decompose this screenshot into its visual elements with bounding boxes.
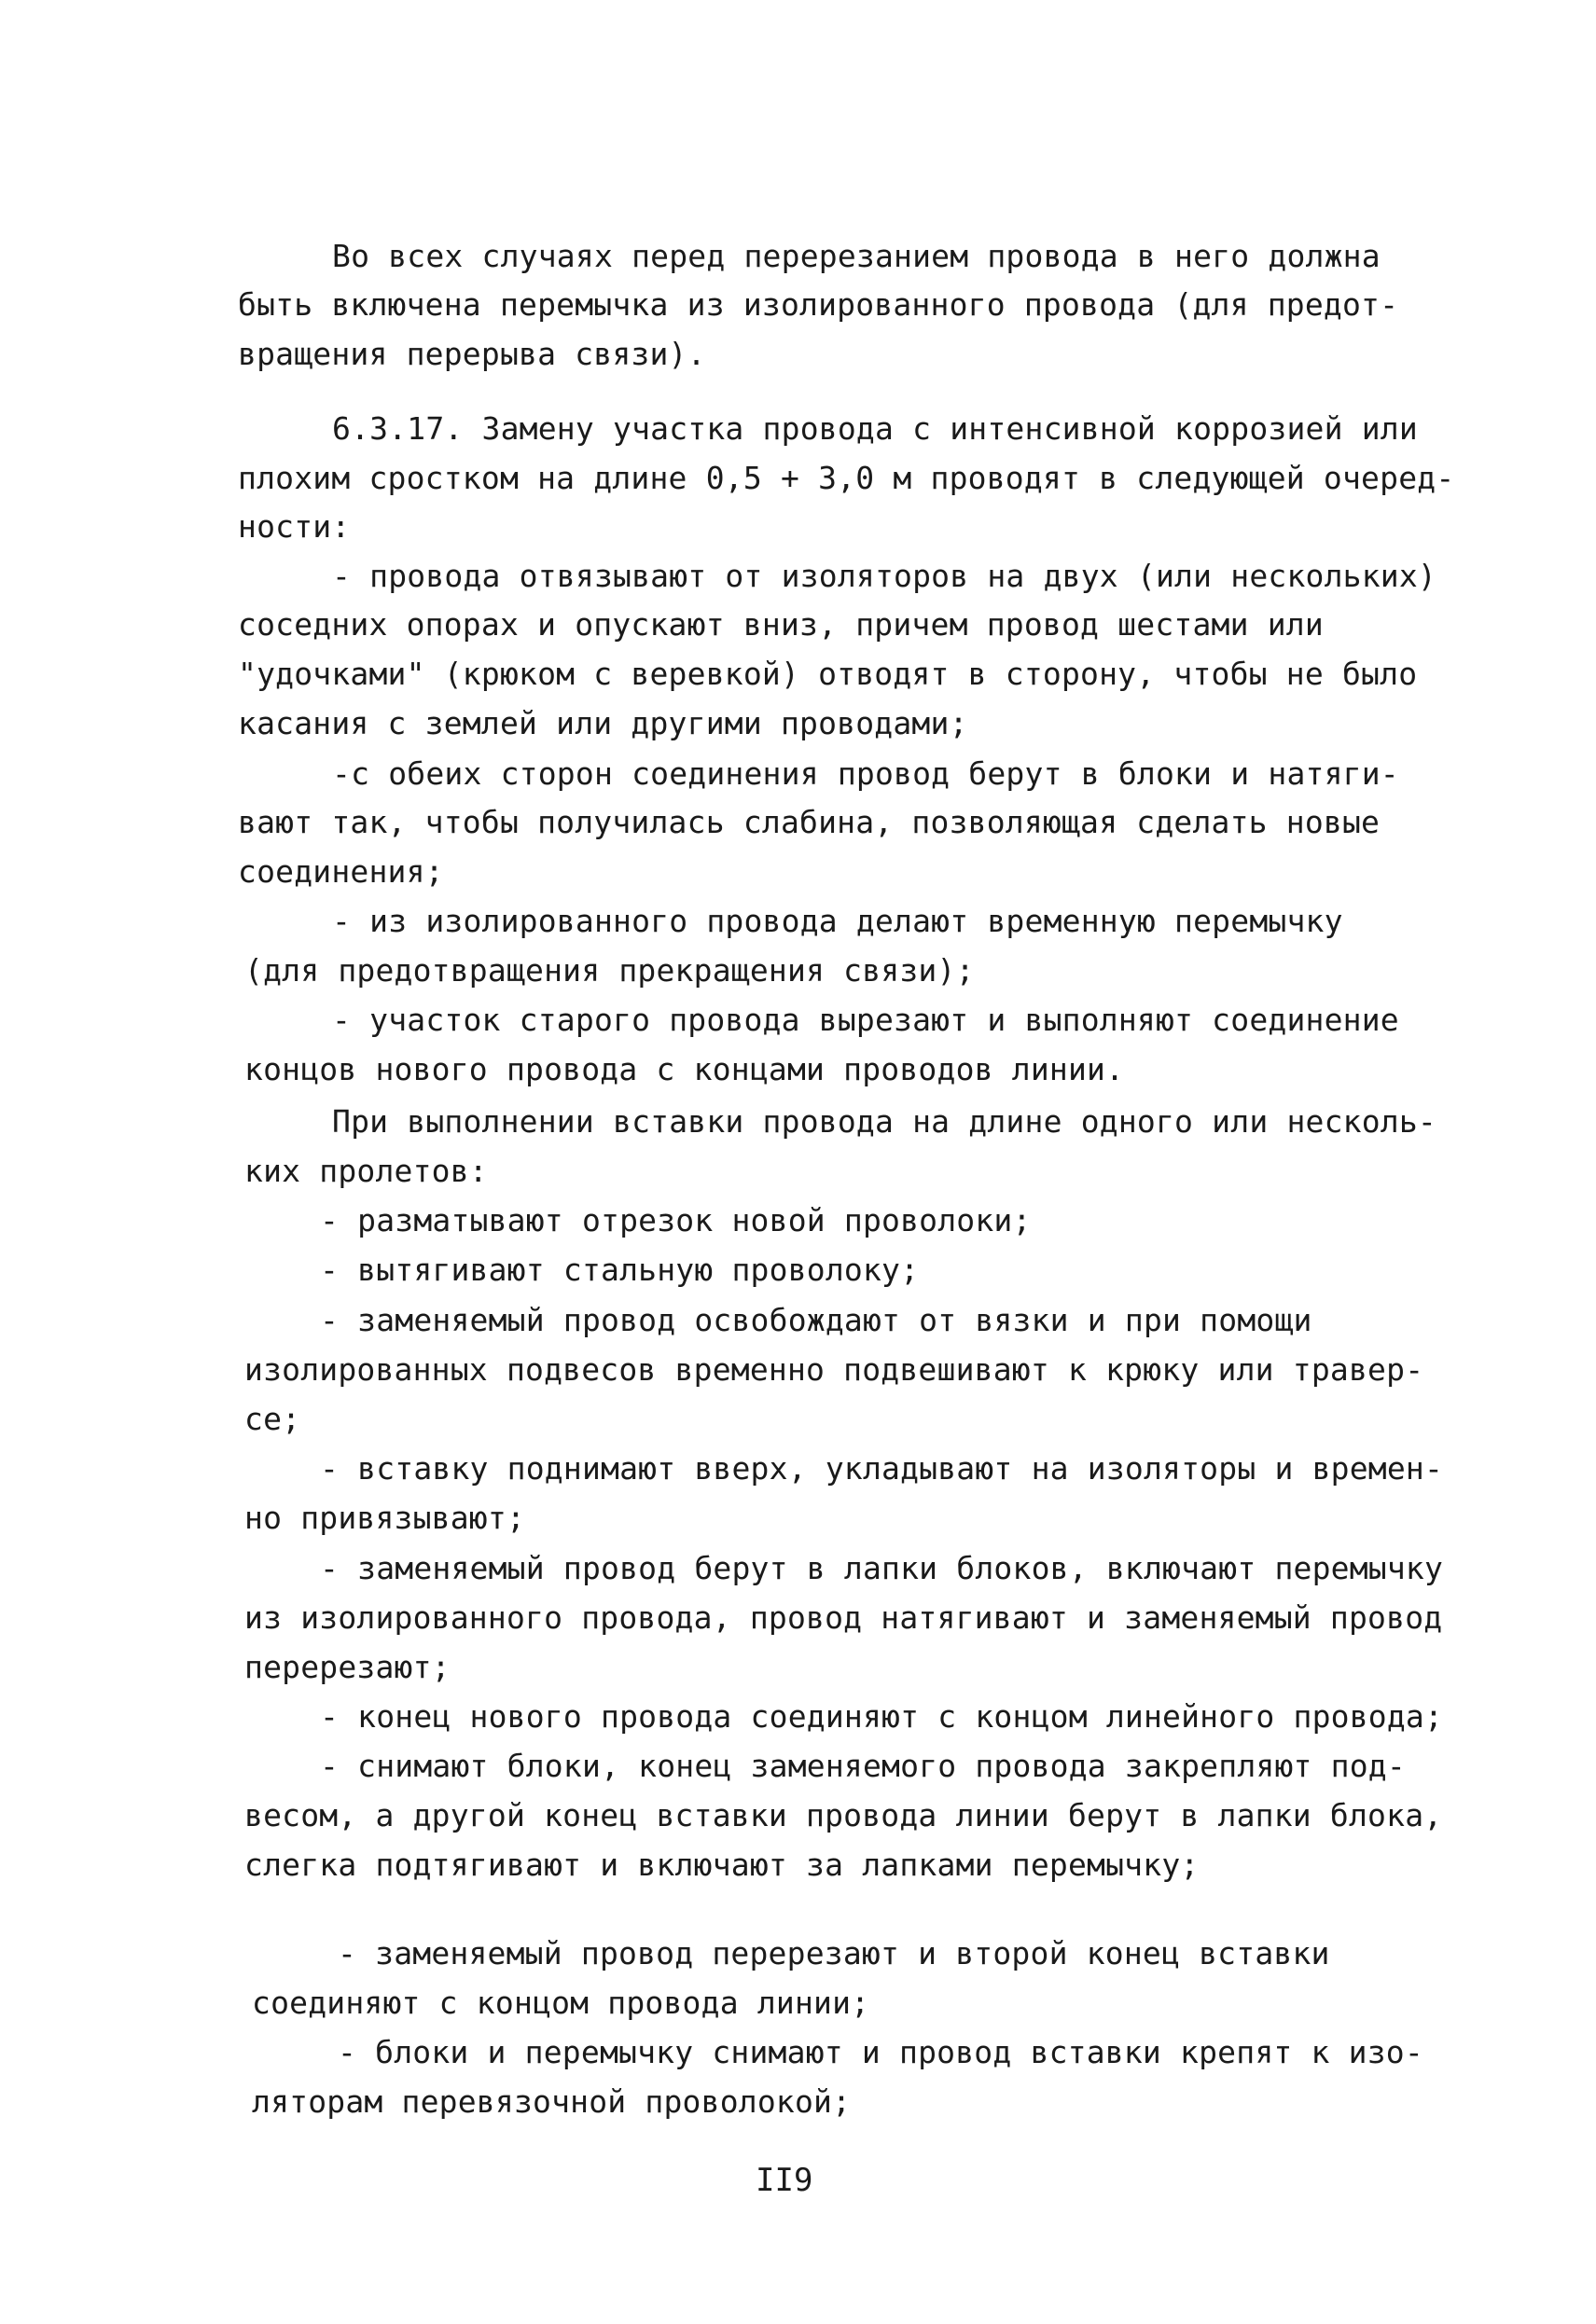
text-line: слегка подтягивают и включают за лапками перемычку; xyxy=(244,1847,1200,1883)
text-line: плохим сростком на длине 0,5 + 3,0 м проводят в следующей очеред- xyxy=(238,460,1455,496)
list-item-line: - разматывают отрезок новой проволоки; xyxy=(320,1202,1032,1238)
text-line: При выполнении вставки провода на длине одного или несколь- xyxy=(332,1103,1436,1140)
list-item-line: -с обеих сторон соединения провод берут в блоки и натяги- xyxy=(332,755,1399,792)
text-line: ких пролетов: xyxy=(244,1153,488,1189)
text-line: соединяют с концом провода линии; xyxy=(252,1985,870,2021)
list-item-line: - заменяемый провод перерезают и второй конец вставки xyxy=(338,1935,1330,1971)
list-item-line: - снимают блоки, конец заменяемого провода закрепляют под- xyxy=(320,1748,1406,1784)
list-item-line: - заменяемый провод берут в лапки блоков, включают перемычку xyxy=(320,1550,1444,1586)
list-item-line: - конец нового провода соединяют с концом линейного провода; xyxy=(320,1698,1444,1735)
list-item-line: - из изолированного провода делают временную перемычку xyxy=(332,903,1343,939)
text-line: касания с землей или другими проводами; xyxy=(238,705,968,741)
text-line: "удочками" (крюком с веревкой) отводят в сторону, чтобы не было xyxy=(238,656,1418,692)
text-line: вращения перерыва связи). xyxy=(238,336,706,372)
list-item-line: - провода отвязывают от изоляторов на двух (или нескольких) xyxy=(332,558,1436,594)
text-line: перерезают; xyxy=(244,1649,451,1685)
text-line: (для предотвращения прекращения связи); xyxy=(244,952,975,989)
text-line: соседних опорах и опускают вниз, причем провод шестами или xyxy=(238,606,1324,643)
list-item-line: - блоки и перемычку снимают и провод вставки крепят к изо- xyxy=(338,2034,1423,2070)
list-item-line: - вставку поднимают вверх, укладывают на изоляторы и времен- xyxy=(320,1450,1444,1487)
text-line: ности: xyxy=(238,508,351,545)
text-line: быть включена перемычка из изолированного провода (для предот- xyxy=(238,286,1399,323)
text-line: Во всех случаях перед перерезанием провода в него должна xyxy=(332,238,1381,274)
text-line: соединения; xyxy=(238,853,444,890)
section-heading-line: 6.3.17. Замену участка провода с интенсивной коррозией или xyxy=(332,410,1418,447)
page-number: II9 xyxy=(756,2162,813,2199)
text-line: изолированных подвесов временно подвешивают к крюку или травер- xyxy=(244,1351,1424,1388)
text-line: но привязывают; xyxy=(244,1500,526,1536)
text-line: се; xyxy=(244,1401,301,1437)
list-item-line: - заменяемый провод освобождают от вязки и при помощи xyxy=(320,1302,1312,1338)
list-item-line: - вытягивают стальную проволоку; xyxy=(320,1252,920,1288)
text-line: весом, а другой конец вставки провода линии берут в лапки блока, xyxy=(244,1797,1443,1833)
list-item-line: - участок старого провода вырезают и выполняют соединение xyxy=(332,1002,1399,1038)
text-line: из изолированного провода, провод натягивают и заменяемый провод xyxy=(244,1599,1443,1636)
text-line: вают так, чтобы получилась слабина, позволяющая сделать новые xyxy=(238,804,1381,840)
text-line: ляторам перевязочной проволокой; xyxy=(252,2083,852,2120)
text-line: концов нового провода с концами проводов линии. xyxy=(244,1051,1125,1087)
